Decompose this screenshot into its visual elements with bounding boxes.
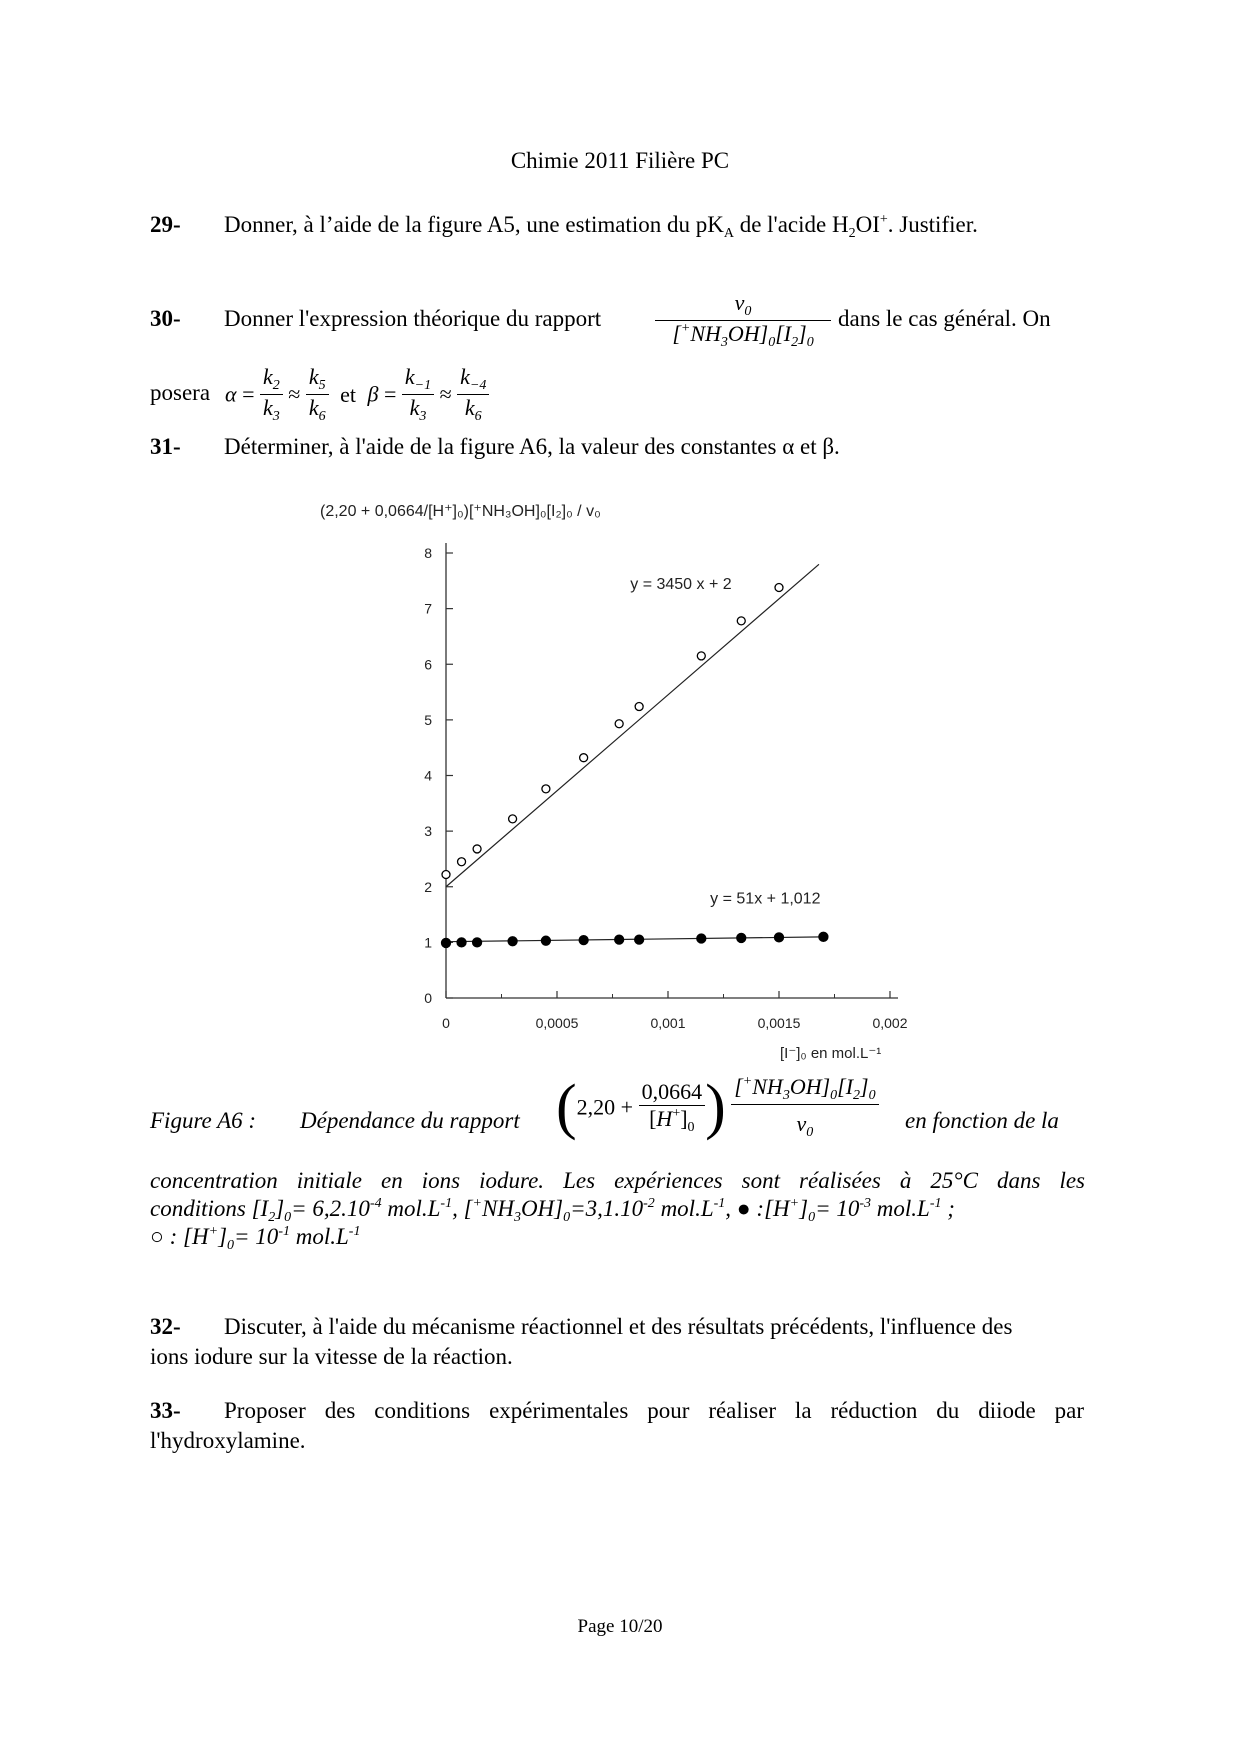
data-point-open	[473, 845, 481, 853]
question-33-number: 33-	[150, 1398, 181, 1423]
chart-y-axis-label: (2,20 + 0,0664/[H⁺]₀)[⁺NH₃OH]₀[I₂]₀ / v₀	[320, 503, 601, 520]
data-point-filled	[508, 937, 517, 946]
data-point-filled	[442, 938, 451, 947]
figure-caption-line-2: concentration initiale en ions iodure. Les expériences sont réalisées à 25°C dans les	[150, 1168, 1085, 1193]
question-30-text-a: Donner l'expression théorique du rapport	[224, 306, 602, 331]
question-29-text: Donner, à l’aide de la figure A5, une estimation du $pK_A$ de l'acide $H_2OI^+$. Justifier.	[224, 212, 978, 241]
y-tick-label: 2	[424, 878, 432, 895]
y-tick-label: 8	[424, 545, 432, 561]
x-tick-label: 0,0015	[757, 1015, 801, 1031]
data-point-open	[737, 617, 745, 625]
question-32-number: 32-	[150, 1314, 181, 1339]
fit-equation-label: y = 3450 x + 2	[630, 576, 732, 594]
data-point-open	[458, 858, 466, 866]
chart-axes	[446, 543, 898, 998]
data-point-open	[509, 815, 517, 823]
question-30-number: 30-	[150, 306, 181, 331]
fit-equation-label: y = 51x + 1,012	[710, 890, 821, 908]
data-point-open	[542, 785, 550, 793]
page-header: Chimie 2011 Filière PC	[510, 148, 730, 173]
fit-line	[446, 564, 819, 886]
data-point-filled	[457, 938, 466, 947]
figure-caption-text-b: en fonction de la	[905, 1108, 1059, 1133]
v0-ratio-fraction: $\frac{v_0}{[^+NH_3OH]_0[I_2]_0}$	[655, 290, 831, 351]
y-tick-label: 7	[424, 600, 432, 617]
question-29-number: 29-	[150, 212, 181, 237]
x-tick-label: 0,0005	[535, 1015, 579, 1031]
page-number: Page 10/20	[577, 1616, 663, 1637]
data-point-filled	[819, 932, 828, 941]
data-point-open	[635, 703, 643, 711]
data-point-filled	[775, 933, 784, 942]
data-point-filled	[579, 936, 588, 945]
question-33-text-a: Proposer des conditions expérimentales pour réaliser la réduction du diiode par	[224, 1398, 1084, 1423]
x-tick-label: 0,002	[872, 1015, 908, 1031]
x-tick-label: 0	[442, 1015, 450, 1031]
data-point-filled	[615, 935, 624, 944]
question-31-number: 31-	[150, 434, 181, 459]
data-point-filled	[635, 935, 644, 944]
chart-x-axis-label: [I⁻]₀ en mol.L⁻¹	[780, 1045, 882, 1062]
figure-caption-line-4: ○ : $[H^+]_0= 10^{-1}$ $mol.L^{-1}$	[150, 1224, 361, 1253]
data-point-open	[580, 754, 588, 762]
question-30-text-b: dans le cas général. On	[838, 306, 1051, 331]
figure-caption-line-3: conditions $[I_2]_0= 6,2.10^{-4}$ $mol.L^{-1}$, $[^+NH_3OH]_0=3,1.10^{-2}$ $mol.L^{-1}$, ● $:[H^+]_0= 10^{-3}$ $mol.L^{-1}$ ;	[150, 1196, 955, 1225]
figure-caption-text-a: Dépendance du rapport	[300, 1108, 520, 1133]
data-point-open	[775, 583, 783, 591]
y-tick-label: 5	[424, 711, 432, 728]
data-point-filled	[737, 933, 746, 942]
question-32-text-a: Discuter, à l'aide du mécanisme réactionnel et des résultats précédents, l'influence des	[224, 1314, 1013, 1339]
data-point-filled	[541, 936, 550, 945]
question-31-text: Déterminer, à l'aide de la figure A6, la valeur des constantes α et β.	[224, 434, 840, 459]
y-tick-label: 4	[424, 767, 432, 784]
figure-label: Figure A6 :	[150, 1108, 257, 1133]
data-point-open	[615, 720, 623, 728]
data-point-filled	[473, 938, 482, 947]
question-30-text-c: posera	[150, 380, 211, 405]
data-point-open	[442, 871, 450, 879]
y-tick-label: 6	[424, 656, 432, 673]
y-tick-label: 1	[424, 934, 432, 951]
alpha-beta-definition: α = $\frac{k_2}{k_3}$ ≈ $\frac{k_5}{k_6}$ et β = $\frac{k_{-1}}{k_3}$ ≈ $\frac{k_{-4}}{k_6}$	[225, 364, 489, 425]
question-32-text-b: ions iodure sur la vitesse de la réaction.	[150, 1344, 513, 1369]
y-tick-label: 0	[424, 990, 432, 1006]
data-point-open	[697, 652, 705, 660]
x-tick-label: 0,001	[650, 1015, 686, 1031]
question-33-text-b: l'hydroxylamine.	[150, 1428, 306, 1453]
caption-ratio-expression: (2,20 + $\frac{0,0664}{[H^+]_0}$ ) $\frac{[^+NH_3OH]_0[I_2]_0}{v_0}$	[556, 1072, 879, 1143]
data-point-filled	[697, 934, 706, 943]
y-tick-label: 3	[424, 823, 432, 840]
figure-a6-chart	[300, 488, 930, 1068]
